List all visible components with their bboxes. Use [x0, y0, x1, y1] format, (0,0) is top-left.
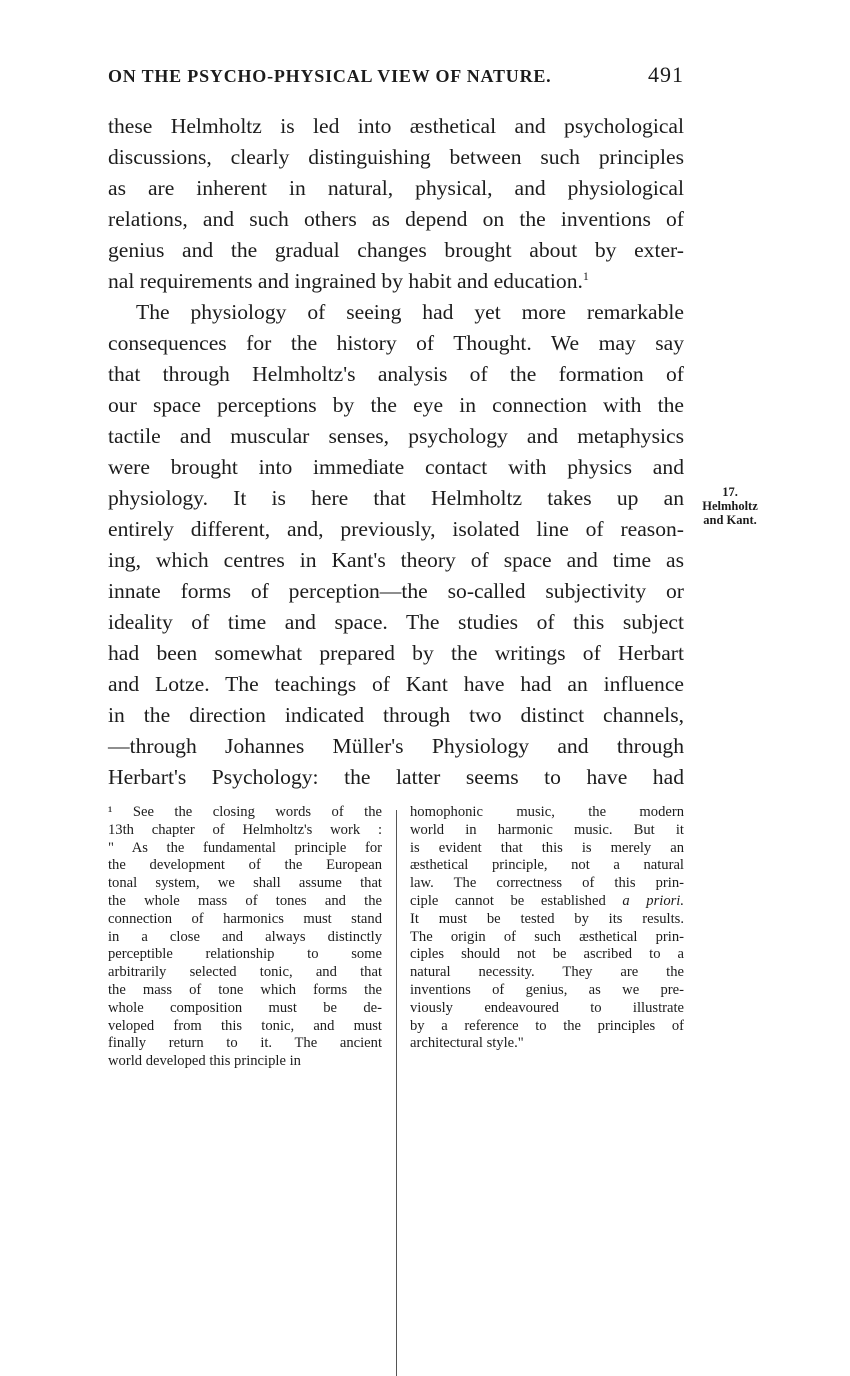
footnote-line: in a close and always distinctly — [108, 928, 382, 945]
margin-note-number: 17. — [722, 485, 738, 499]
footnote-line: natural necessity. They are the — [410, 964, 684, 981]
footnote-line-content: ciple cannot be established — [410, 892, 606, 909]
footnote-marker: 1 — [582, 268, 589, 283]
text-line: tactile and muscular senses, psychology and metaphysics — [108, 424, 684, 448]
footnote-line: by a reference to the principles of — [410, 1017, 684, 1034]
footnote-line: tonal system, we shall assume that — [108, 875, 382, 892]
text-line: entirely different, and, previously, isolated line of reason- — [108, 517, 684, 541]
text-line-content: nal requirements and ingrained by habit and education. — [108, 269, 583, 293]
running-title: ON THE PSYCHO-PHYSICAL VIEW OF NATURE. — [108, 66, 552, 86]
footnote-line: homophonic music, the modern — [410, 804, 684, 820]
footnote-line: ¹ See the closing words of the — [108, 804, 382, 820]
text-line: Herbart's Psychology: the latter seems to have had — [108, 765, 684, 789]
footnote-line: ciples should not be ascribed to a — [410, 946, 684, 963]
footnote-line: the whole mass of tones and the — [108, 892, 382, 909]
column-divider — [396, 810, 397, 1376]
footnote-line: The origin of such æsthetical prin- — [410, 928, 684, 945]
text-line: in the direction indicated through two distinct channels, — [108, 703, 684, 727]
footnote-line: law. The correctness of this prin- — [410, 875, 684, 892]
footnotes — [108, 804, 684, 1376]
text-line: ing, which centres in Kant's theory of space and time as — [108, 548, 684, 572]
text-line: discussions, clearly distinguishing between such principles — [108, 145, 684, 169]
footnote-line: is evident that this is merely an — [410, 839, 684, 856]
footnote-line: world developed this principle in — [108, 1053, 301, 1070]
footnote-line: veloped from this tonic, and must — [108, 1017, 382, 1034]
footnote-line — [410, 893, 684, 911]
text-line: and Lotze. The teachings of Kant have had an influence — [108, 672, 684, 696]
text-line: that through Helmholtz's analysis of the formation of — [108, 362, 684, 386]
footnote-line: finally return to it. The ancient — [108, 1035, 382, 1052]
text-line: had been somewhat prepared by the writings of Herbart — [108, 641, 684, 665]
main-text — [108, 111, 684, 793]
margin-note-line: and Kant. — [703, 513, 757, 527]
text-line: consequences for the history of Thought. We may say — [108, 331, 684, 355]
text-line: —through Johannes Müller's Physiology and through — [108, 734, 684, 758]
footnote-line: the mass of tone which forms the — [108, 981, 382, 998]
margin-note-line: Helmholtz — [702, 499, 758, 513]
text-line: The physiology of seeing had yet more remarkable — [136, 300, 684, 324]
footnote-line: architectural style." — [410, 1035, 524, 1052]
footnote-line: world in harmonic music. But it — [410, 821, 684, 838]
text-line: relations, and such others as depend on the inventions of — [108, 207, 684, 231]
footnote-line: It must be tested by its results. — [410, 910, 684, 927]
text-line: genius and the gradual changes brought about by exter- — [108, 238, 684, 262]
footnote-line: connection of harmonics must stand — [108, 910, 382, 927]
text-line: our space perceptions by the eye in connection with the — [108, 393, 684, 417]
footnote-line: viously endeavoured to illustrate — [410, 999, 684, 1016]
italic-term: a priori. — [622, 892, 685, 909]
footnote-line: the development of the European — [108, 857, 382, 874]
footnote-column-left — [108, 804, 382, 1376]
footnote-line: inventions of genius, as we pre- — [410, 981, 684, 998]
footnote-column-right — [410, 804, 684, 1376]
text-line: physiology. It is here that Helmholtz takes up an — [108, 486, 684, 510]
running-header — [108, 62, 684, 88]
text-line: ideality of time and space. The studies of this subject — [108, 610, 684, 634]
text-line: innate forms of perception—the so-called subjectivity or — [108, 579, 684, 603]
text-line — [108, 266, 684, 297]
footnote-line: 13th chapter of Helmholtz's work : — [108, 821, 382, 838]
text-line: were brought into immediate contact with physics and — [108, 455, 684, 479]
footnote-line: " As the fundamental principle for — [108, 839, 382, 856]
footnote-line: æsthetical principle, not a natural — [410, 857, 684, 874]
text-line: as are inherent in natural, physical, and physiological — [108, 176, 684, 200]
footnote-line: arbitrarily selected tonic, and that — [108, 964, 382, 981]
margin-note — [690, 485, 770, 527]
page-number: 491 — [648, 62, 684, 87]
footnote-line: perceptible relationship to some — [108, 946, 382, 963]
text-line: these Helmholtz is led into æsthetical and psychological — [108, 114, 684, 138]
footnote-line: whole composition must be de- — [108, 999, 382, 1016]
